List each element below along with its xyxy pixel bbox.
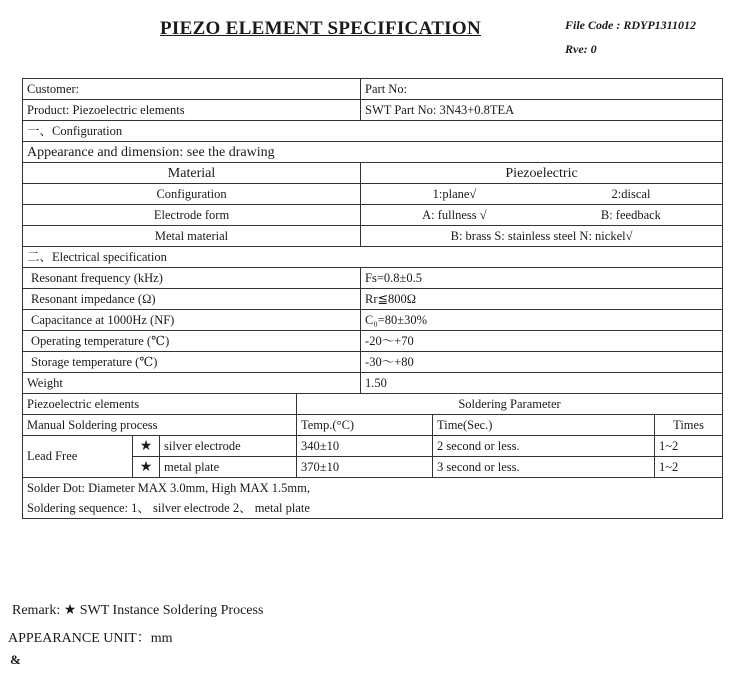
- spec-value: C₀=80±30%: [361, 310, 723, 331]
- remark: Remark: ★ SWT Instance Soldering Process: [12, 603, 264, 618]
- electrode-option-2: B: feedback: [600, 207, 661, 222]
- spec-table: [22, 78, 723, 519]
- section-electrical: 二、Electrical specification: [23, 247, 723, 268]
- star-icon: ★: [133, 436, 160, 457]
- spec-value: Rr≦800Ω: [361, 289, 723, 310]
- table-row: [23, 331, 723, 352]
- table-row: [23, 394, 723, 415]
- material-label: Material: [23, 163, 361, 184]
- table-row: [23, 373, 723, 394]
- file-code: File Code : RDYP1311012: [565, 18, 696, 32]
- section-configuration: 一、Configuration: [23, 121, 723, 142]
- soldering-sequence-note: Soldering sequence: 1、 silver electrode 2、 metal plate: [23, 498, 723, 519]
- solder-type: silver electrode: [160, 436, 297, 457]
- soldering-parameter-header: Soldering Parameter: [297, 394, 723, 415]
- solder-dot-note: Solder Dot: Diameter MAX 3.0mm, High MAX 1.5mm,: [23, 478, 723, 499]
- appearance-note: Appearance and dimension: see the drawing: [23, 142, 361, 163]
- spec-label: Resonant frequency (kHz): [23, 268, 361, 289]
- spec-value: -20～+70: [361, 331, 723, 352]
- table-row: [23, 352, 723, 373]
- piezo-elements-header: Piezoelectric elements: [23, 394, 297, 415]
- solder-time: 3 second or less.: [433, 457, 655, 478]
- mark-glyph: &: [10, 652, 21, 667]
- spec-label: Weight: [23, 373, 361, 394]
- spec-label: Operating temperature (℃): [23, 331, 361, 352]
- solder-temp: 370±10: [297, 457, 433, 478]
- table-row: [23, 100, 723, 121]
- table-row: [23, 184, 723, 205]
- table-row: [23, 289, 723, 310]
- swt-part-no: SWT Part No: 3N43+0.8TEA: [361, 100, 723, 121]
- table-row: [23, 247, 723, 268]
- spec-value: 1.50: [361, 373, 723, 394]
- table-row: [23, 79, 723, 100]
- spec-label: Capacitance at 1000Hz (NF): [23, 310, 361, 331]
- configuration-label: Configuration: [23, 184, 361, 205]
- solder-temp: 340±10: [297, 436, 433, 457]
- table-row: [23, 226, 723, 247]
- page-title: PIEZO ELEMENT SPECIFICATION: [160, 18, 481, 39]
- spec-label: Storage temperature (℃): [23, 352, 361, 373]
- table-row: [23, 205, 723, 226]
- material-value: Piezoelectric: [361, 163, 723, 184]
- electrode-label: Electrode form: [23, 205, 361, 226]
- table-row: [23, 436, 723, 457]
- solder-type: metal plate: [160, 457, 297, 478]
- spec-value: -30～+80: [361, 352, 723, 373]
- star-icon: ★: [133, 457, 160, 478]
- electrode-option-1: A: fullness √: [422, 207, 487, 222]
- table-row: [23, 121, 723, 142]
- table-row: [23, 163, 723, 184]
- product-label: Product: Piezoelectric elements: [23, 100, 361, 121]
- solder-time: 2 second or less.: [433, 436, 655, 457]
- metal-label: Metal material: [23, 226, 361, 247]
- appearance-unit: APPEARANCE UNIT：mm: [8, 631, 173, 646]
- configuration-option-2: 2:discal: [611, 186, 651, 201]
- configuration-option-1: 1:plane√: [432, 186, 477, 201]
- table-row: [23, 415, 723, 436]
- solder-times: 1~2: [655, 457, 723, 478]
- customer-label: Customer:: [23, 79, 361, 100]
- revision: Rve: 0: [565, 42, 597, 56]
- lead-free-label: Lead Free: [23, 436, 133, 478]
- part-no-label: Part No:: [361, 79, 723, 100]
- times-column-header: Times: [655, 415, 723, 436]
- temp-column-header: Temp.(°C): [297, 415, 433, 436]
- table-row: [23, 142, 723, 163]
- table-row: [23, 310, 723, 331]
- table-row: [23, 478, 723, 499]
- spec-value: Fs=0.8±0.5: [361, 268, 723, 289]
- spec-label: Resonant impedance (Ω): [23, 289, 361, 310]
- time-column-header: Time(Sec.): [433, 415, 655, 436]
- solder-times: 1~2: [655, 436, 723, 457]
- table-row: [23, 268, 723, 289]
- metal-value: B: brass S: stainless steel N: nickel√: [361, 226, 723, 247]
- manual-soldering-label: Manual Soldering process: [23, 415, 297, 436]
- table-row: [23, 498, 723, 519]
